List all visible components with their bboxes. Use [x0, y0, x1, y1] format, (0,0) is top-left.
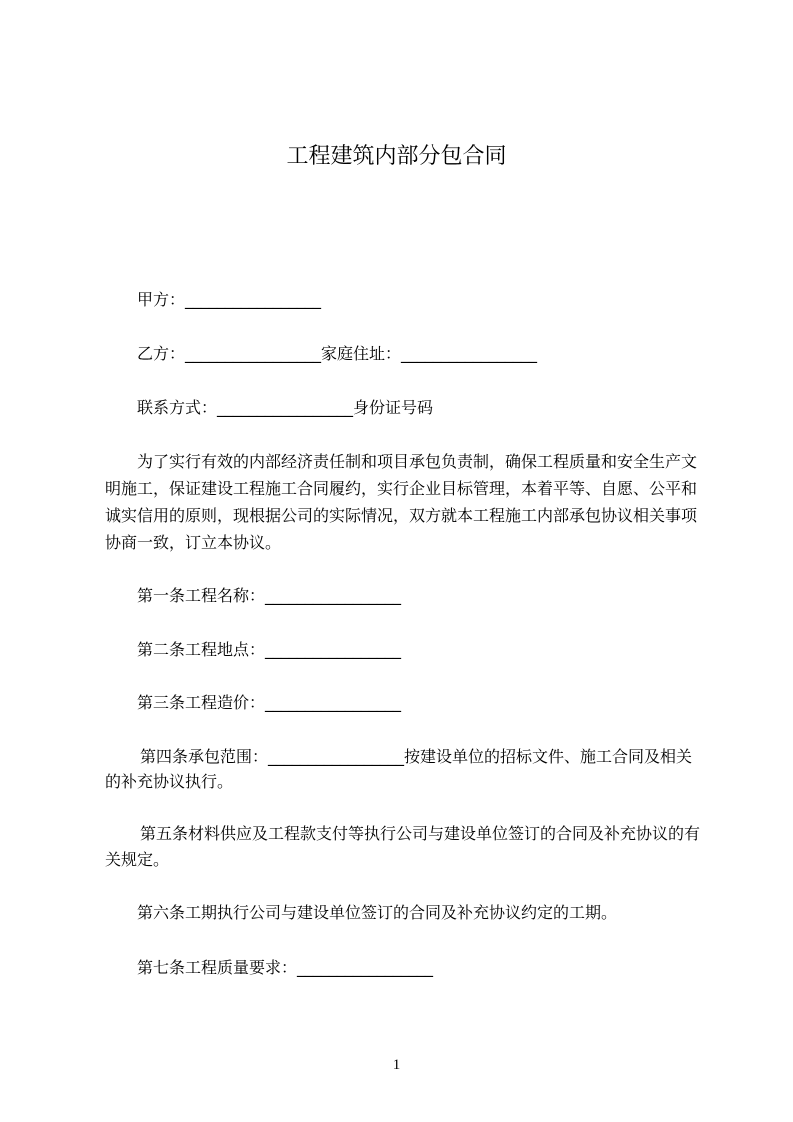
article-4-text: 按建设单位的招标文件、施工合同及相关 [404, 747, 693, 766]
preamble-line: 明施工，保证建设工程施工合同履约，实行企业目标管理，本着平等、自愿、公平和 [105, 479, 698, 498]
article-4-label: 第四条承包范围： [140, 747, 269, 766]
contact-line [137, 398, 433, 418]
home-address-blank: _________________ [401, 344, 538, 363]
party-b-blank: _________________ [185, 344, 322, 363]
party-a-blank: _________________ [185, 290, 322, 309]
article-7-label: 第七条工程质量要求： [137, 958, 298, 977]
article-2 [137, 640, 401, 660]
party-a-line [137, 290, 321, 310]
article-6: 第六条工期执行公司与建设单位签订的合同及补充协议约定的工期。 [137, 903, 618, 922]
id-number-label: 身份证号码 [353, 398, 434, 417]
article-3-blank: _________________ [265, 693, 402, 712]
preamble-line: 为了实行有效的内部经济责任制和项目承包负责制，确保工程质量和安全生产文 [137, 452, 698, 471]
article-3 [137, 693, 401, 713]
article-4-continuation: 的补充协议执行。 [105, 772, 234, 791]
article-2-label: 第二条工程地点： [137, 640, 266, 659]
party-a-label: 甲方： [137, 290, 186, 309]
article-1-blank: _________________ [265, 586, 402, 605]
article-1-label: 第一条工程名称： [137, 586, 266, 605]
contact-blank: _________________ [217, 398, 354, 417]
article-1 [137, 586, 401, 606]
article-5: 第五条材料供应及工程款支付等执行公司与建设单位签订的合同及补充协议的有 [140, 824, 701, 843]
party-b-line [137, 344, 537, 364]
article-7-blank: _________________ [297, 958, 434, 977]
article-4-blank: _________________ [268, 747, 405, 766]
document-title: 工程建筑内部分包合同 [286, 144, 507, 169]
article-4 [140, 747, 692, 767]
article-3-label: 第三条工程造价： [137, 693, 266, 712]
article-5-continuation: 关规定。 [105, 850, 170, 869]
party-b-label: 乙方： [137, 344, 186, 363]
article-7 [137, 958, 433, 978]
preamble-line: 诚实信用的原则，现根据公司的实际情况，双方就本工程施工内部承包协议相关事项 [105, 506, 698, 525]
preamble-line: 协商一致，订立本协议。 [105, 533, 282, 552]
article-2-blank: _________________ [265, 640, 402, 659]
page-number: 1 [392, 1057, 401, 1073]
home-address-label: 家庭住址： [321, 344, 402, 363]
contact-label: 联系方式： [137, 398, 218, 417]
